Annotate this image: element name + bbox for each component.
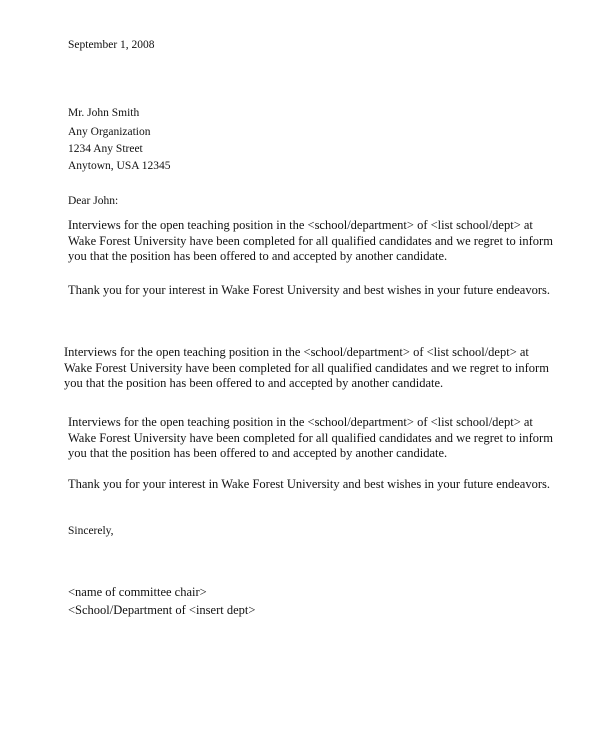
recipient-organization: Any Organization [68, 126, 151, 138]
body-paragraph-2: Thank you for your interest in Wake Forest University and best wishes in your future endeavors. [68, 283, 550, 297]
salutation: Dear John: [68, 195, 119, 207]
body-paragraph-5: Thank you for your interest in Wake Forest University and best wishes in your future endeavors. [68, 477, 550, 491]
body-paragraph-1: Interviews for the open teaching position in the <school/department> of <list school/dept> at Wake Forest University have been completed for all qualified candidates and we regret to inform you that the position has been offered to and accepted by another candidate. [68, 218, 553, 263]
body-paragraph-4: Interviews for the open teaching position in the <school/department> of <list school/dept> at Wake Forest University have been completed for all qualified candidates and we regret to inform you that the position has been offered to and accepted by another candidate. [68, 415, 553, 460]
recipient-name: Mr. John Smith [68, 107, 140, 119]
recipient-street: 1234 Any Street [68, 143, 143, 155]
signature-name: <name of committee chair> [68, 585, 207, 599]
body-paragraph-3: Interviews for the open teaching position in the <school/department> of <list school/dept> at Wake Forest University have been completed for all qualified candidates and we regret to inform you that the position has been offered to and accepted by another candidate. [64, 345, 549, 390]
signature-department: <School/Department of <insert dept> [68, 603, 256, 617]
letter-date: September 1, 2008 [68, 39, 155, 51]
closing: Sincerely, [68, 525, 114, 537]
recipient-city: Anytown, USA 12345 [68, 160, 171, 172]
